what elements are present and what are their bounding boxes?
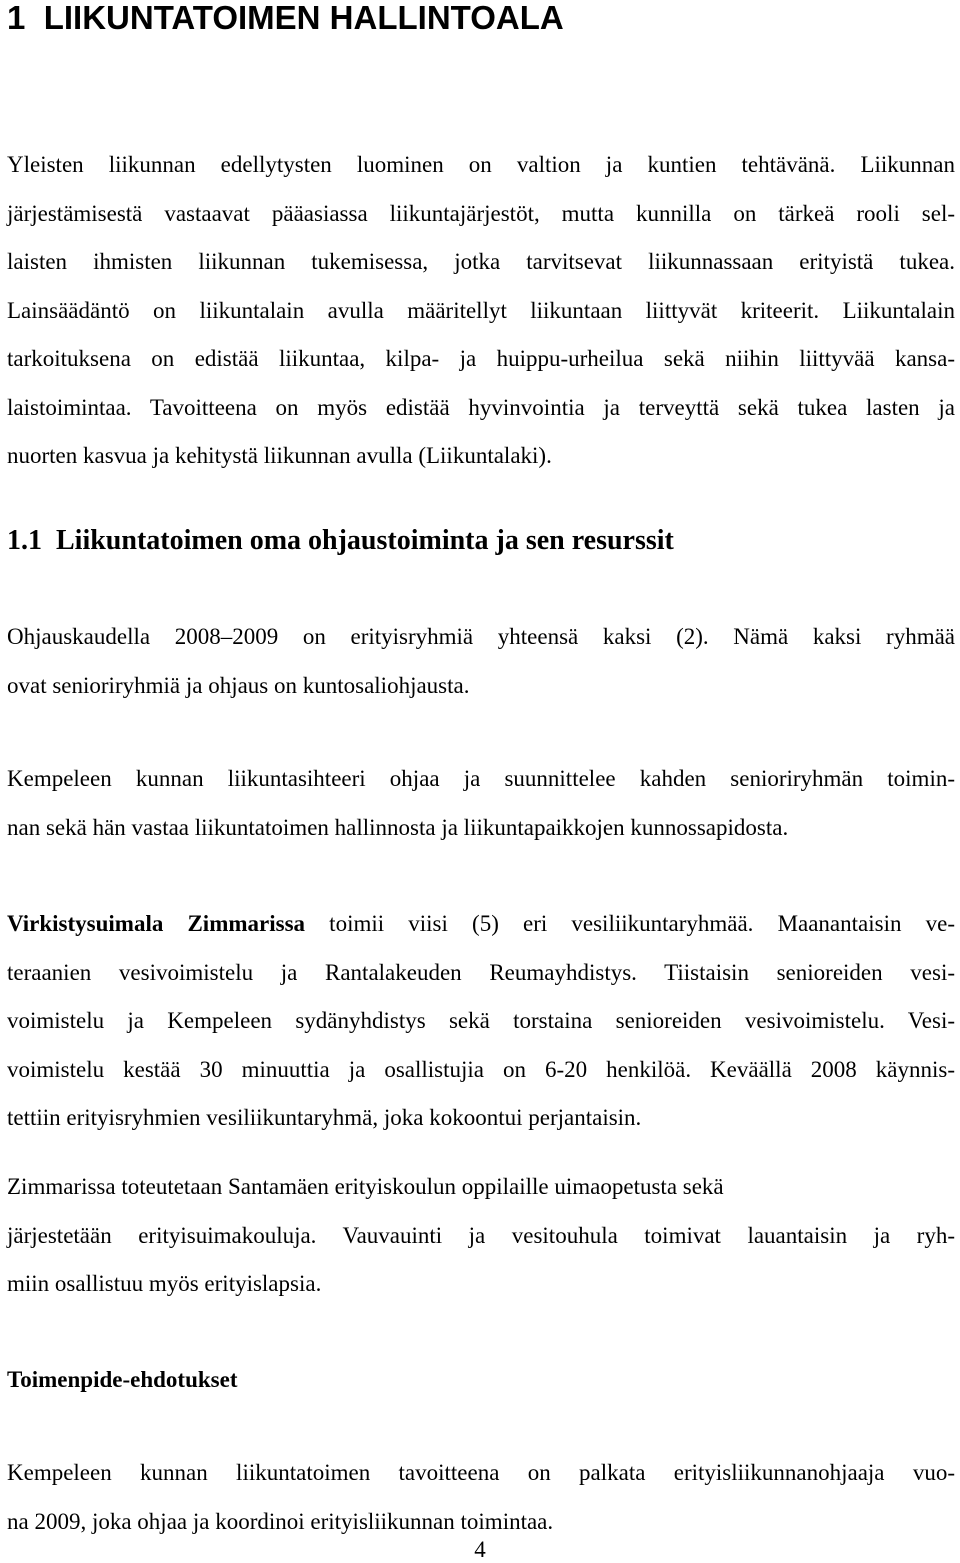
paragraph-line: na 2009, joka ohjaa ja koordinoi erityisliikunnan toimintaa. [7, 1508, 554, 1534]
section-title: Liikuntatoimen oma ohjaustoiminta ja sen resurssit [56, 525, 674, 556]
section-number: 1.1 [7, 525, 42, 556]
page-number: 4 [474, 1537, 486, 1562]
paragraph-line: laisten ihmisten liikunnan tukemisessa, jotka tarvitsevat liikunnassaan erityistä tukea. [7, 249, 955, 274]
paragraph-line: Kempeleen kunnan liikuntasihteeri ohjaa ja suunnittelee kahden senioriryhmän toimin- [7, 766, 955, 791]
bold-lead: Virkistysuimala Zimmarissa [7, 911, 306, 936]
ohjauskausi-paragraph [7, 613, 955, 710]
zimmari-paragraph [7, 900, 955, 1143]
chapter-title: LIIKUNTATOIMEN HALLINTOALA [43, 0, 564, 36]
paragraph-line: tarkoituksena on edistää liikuntaa, kilpa- ja huippu-urheilua sekä niihin liittyvää kansa- [7, 346, 955, 371]
paragraph-line: tettiin erityisryhmien vesiliikuntaryhmä, joka kokoontui perjantaisin. [7, 1105, 642, 1130]
paragraph-line: voimistelu kestää 30 minuuttia ja osallistujia on 6-20 henkilöä. Keväällä 2008 käynnis- [7, 1056, 955, 1082]
chapter-heading [7, 0, 564, 36]
paragraph-line [7, 900, 955, 949]
chapter-number: 1 [7, 0, 26, 36]
santamaki-paragraph [7, 1163, 955, 1309]
paragraph-line: Kempeleen kunnan liikuntatoimen tavoitteena on palkata erityisliikunnanohjaaja vuo- [7, 1460, 955, 1485]
line-rest: toimii viisi (5) eri vesiliikuntaryhmää. Maanantaisin ve- [305, 911, 955, 936]
paragraph-line: Lainsäädäntö on liikuntalain avulla määritellyt liikuntaan liittyvät kriteerit. Liikuntalain [7, 297, 955, 323]
subsection-heading: Toimenpide-ehdotukset [7, 1367, 238, 1392]
paragraph-line: voimistelu ja Kempeleen sydänyhdistys sekä torstaina senioreiden vesivoimistelu. Vesi- [7, 1008, 955, 1033]
paragraph-line: nuorten kasvua ja kehitystä liikunnan avulla (Liikuntalaki). [7, 443, 552, 468]
paragraph-line: ovat senioriryhmiä ja ohjaus on kuntosaliohjausta. [7, 672, 470, 698]
toimenpide-paragraph [7, 1449, 955, 1546]
paragraph-line: teraanien vesivoimistelu ja Rantalakeuden Reumayhdistys. Tiistaisin senioreiden vesi- [7, 959, 955, 985]
paragraph-line: miin osallistuu myös erityislapsia. [7, 1271, 322, 1296]
paragraph-line: Zimmarissa toteutetaan Santamäen erityiskoulun oppilaille uimaopetusta sekä [7, 1174, 724, 1199]
paragraph-line: laistoimintaa. Tavoitteena on myös edistää hyvinvointia ja terveyttä sekä tukea lasten ja [7, 394, 955, 420]
paragraph-line: Yleisten liikunnan edellytysten luominen on valtion ja kuntien tehtävänä. Liikunnan [7, 152, 955, 177]
section-heading [7, 523, 674, 559]
intro-paragraph [7, 141, 955, 481]
paragraph-line: järjestetään erityisuimakouluja. Vauvauinti ja vesitouhula toimivat lauantaisin ja ryh- [7, 1222, 955, 1248]
liikuntasihteeri-paragraph [7, 755, 955, 852]
paragraph-line: nan sekä hän vastaa liikuntatoimen hallinnosta ja liikuntapaikkojen kunnossapidosta. [7, 814, 789, 840]
paragraph-line: Ohjauskaudella 2008–2009 on erityisryhmiä yhteensä kaksi (2). Nämä kaksi ryhmää [7, 624, 955, 649]
paragraph-line: järjestämisestä vastaavat pääasiassa liikuntajärjestöt, mutta kunnilla on tärkeä rooli sel- [7, 200, 955, 226]
